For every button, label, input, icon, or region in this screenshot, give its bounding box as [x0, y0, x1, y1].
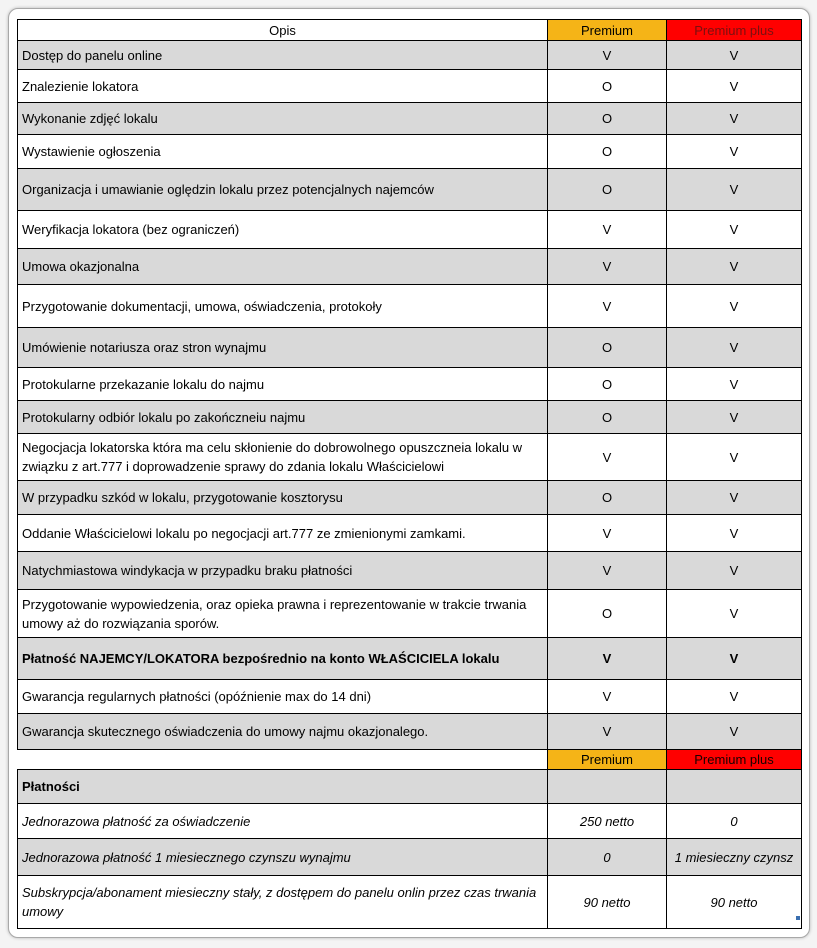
blank-cell	[18, 750, 548, 770]
feature-label: Oddanie Właścicielowi lokalu po negocjacji art.777 ze zmienionymi zamkami.	[18, 515, 548, 552]
premium-value: O	[548, 103, 667, 135]
header-row	[18, 20, 802, 41]
table-row	[18, 285, 802, 328]
premium-plus-value: V	[667, 638, 802, 680]
premium-plus-value: V	[667, 481, 802, 515]
premium-price: 0	[548, 839, 667, 876]
premium-value: V	[548, 638, 667, 680]
premium-plus-value: V	[667, 680, 802, 714]
premium-plus-value: V	[667, 249, 802, 285]
premium-value: O	[548, 70, 667, 103]
table-row	[18, 552, 802, 590]
feature-label: Weryfikacja lokatora (bez ograniczeń)	[18, 211, 548, 249]
payments-title: Płatności	[18, 770, 548, 804]
feature-label: W przypadku szkód w lokalu, przygotowanie kosztorysu	[18, 481, 548, 515]
feature-label: Protokularny odbiór lokalu po zakończneiu najmu	[18, 401, 548, 434]
feature-label: Dostęp do panelu online	[18, 41, 548, 70]
payments-title-row	[18, 770, 802, 804]
premium-value: O	[548, 481, 667, 515]
payment-row	[18, 839, 802, 876]
premium-value: O	[548, 368, 667, 401]
premium-plus-price: 1 miesieczny czynsz	[667, 839, 802, 876]
payment-label: Jednorazowa płatność 1 miesiecznego czynszu wynajmu	[18, 839, 548, 876]
premium-plus-value: V	[667, 552, 802, 590]
premium-value: V	[548, 515, 667, 552]
premium-plus-value: V	[667, 211, 802, 249]
premium-value: V	[548, 434, 667, 481]
feature-label: Umowa okazjonalna	[18, 249, 548, 285]
table-row	[18, 680, 802, 714]
premium-value: O	[548, 135, 667, 169]
premium-plus-value: V	[667, 328, 802, 368]
premium-plus-value: V	[667, 401, 802, 434]
header-opis: Opis	[18, 20, 548, 41]
feature-label: Protokularne przekazanie lokalu do najmu	[18, 368, 548, 401]
empty-cell	[548, 770, 667, 804]
premium-price: 90 netto	[548, 876, 667, 929]
payment-label: Subskrypcja/abonament miesieczny stały, z dostępem do panelu onlin przez czas trwania umowy	[18, 876, 548, 929]
premium-price: 250 netto	[548, 804, 667, 839]
premium-value: V	[548, 285, 667, 328]
feature-label: Natychmiastowa windykacja w przypadku braku płatności	[18, 552, 548, 590]
premium-value: V	[548, 41, 667, 70]
feature-label: Wystawienie ogłoszenia	[18, 135, 548, 169]
feature-label: Organizacja i umawianie oględzin lokalu przez potencjalnych najemców	[18, 169, 548, 211]
table-row	[18, 211, 802, 249]
empty-cell	[667, 770, 802, 804]
premium-value: O	[548, 328, 667, 368]
table-row	[18, 714, 802, 750]
feature-label: Płatność NAJEMCY/LOKATORA bezpośrednio na konto WŁAŚCICIELA lokalu	[18, 638, 548, 680]
header-premium: Premium	[548, 20, 667, 41]
premium-value: V	[548, 211, 667, 249]
table-row	[18, 401, 802, 434]
premium-value: O	[548, 590, 667, 638]
premium-plus-value: V	[667, 41, 802, 70]
feature-label: Znalezienie lokatora	[18, 70, 548, 103]
table-row	[18, 103, 802, 135]
table-row	[18, 515, 802, 552]
premium-plus-value: V	[667, 169, 802, 211]
pricing-table	[17, 19, 802, 929]
table-row	[18, 434, 802, 481]
premium-value: V	[548, 552, 667, 590]
premium-plus-price: 90 netto	[667, 876, 802, 929]
table-row	[18, 638, 802, 680]
payment-row	[18, 804, 802, 839]
payments-header-row	[18, 750, 802, 770]
payment-label: Jednorazowa płatność za oświadczenie	[18, 804, 548, 839]
premium-plus-value: V	[667, 515, 802, 552]
payment-row	[18, 876, 802, 929]
premium-plus-value: V	[667, 714, 802, 750]
table-row	[18, 590, 802, 638]
header-premium-plus: Premium plus	[667, 20, 802, 41]
premium-plus-value: V	[667, 135, 802, 169]
premium-value: O	[548, 169, 667, 211]
premium-plus-value: V	[667, 285, 802, 328]
premium-value: V	[548, 680, 667, 714]
table-row	[18, 368, 802, 401]
feature-label: Gwarancja regularnych płatności (opóźnienie max do 14 dni)	[18, 680, 548, 714]
payments-header-premium: Premium	[548, 750, 667, 770]
premium-plus-value: V	[667, 590, 802, 638]
premium-plus-value: V	[667, 434, 802, 481]
premium-value: O	[548, 401, 667, 434]
premium-plus-value: V	[667, 368, 802, 401]
table-row	[18, 41, 802, 70]
table-row	[18, 70, 802, 103]
premium-plus-value: V	[667, 103, 802, 135]
resize-handle-icon	[796, 916, 800, 920]
table-row	[18, 328, 802, 368]
premium-value: V	[548, 249, 667, 285]
feature-label: Przygotowanie dokumentacji, umowa, oświadczenia, protokoły	[18, 285, 548, 328]
feature-label: Umówienie notariusza oraz stron wynajmu	[18, 328, 548, 368]
premium-plus-price: 0	[667, 804, 802, 839]
feature-label: Przygotowanie wypowiedzenia, oraz opieka prawna i reprezentowanie w trakcie trwania umowy aż do rozwiązania sporów.	[18, 590, 548, 638]
premium-value: V	[548, 714, 667, 750]
feature-label: Wykonanie zdjęć lokalu	[18, 103, 548, 135]
premium-plus-value: V	[667, 70, 802, 103]
feature-label: Gwarancja skutecznego oświadczenia do umowy najmu okazjonalego.	[18, 714, 548, 750]
table-row	[18, 249, 802, 285]
table-row	[18, 135, 802, 169]
table-row	[18, 169, 802, 211]
payments-header-premium-plus: Premium plus	[667, 750, 802, 770]
feature-label: Negocjacja lokatorska która ma celu skłonienie do dobrowolnego opuszczneia lokalu w związku z art.777 i doprowadzenie sprawy do zdania lokalu Właścicielowi	[18, 434, 548, 481]
table-row	[18, 481, 802, 515]
